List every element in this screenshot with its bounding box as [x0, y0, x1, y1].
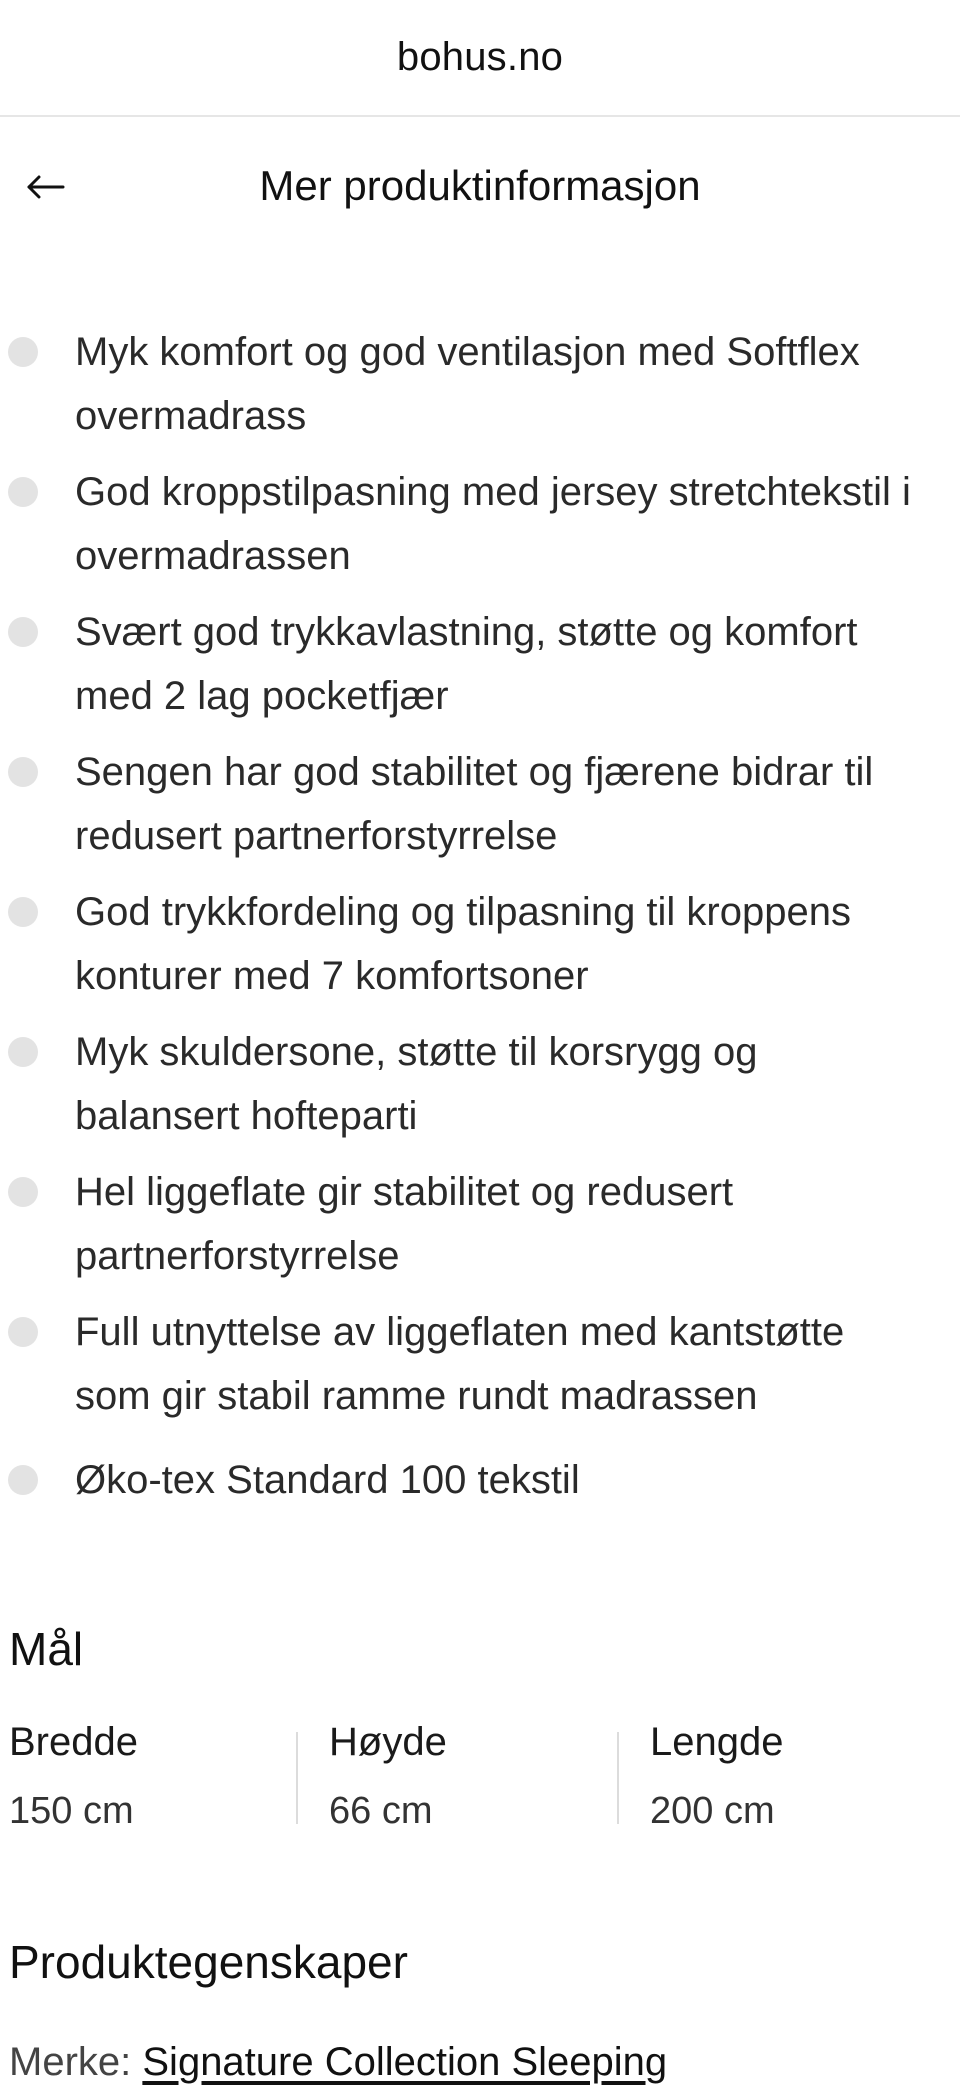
browser-url-bar[interactable]	[0, 0, 960, 117]
brand-row	[9, 2040, 667, 2085]
url-text[interactable]: bohus.no	[396, 35, 564, 79]
feature-text: Øko-tex Standard 100 tekstil	[75, 1458, 580, 1502]
feature-item	[0, 740, 960, 868]
dimension-label: Lengde	[650, 1720, 784, 1764]
bullet-icon	[8, 1317, 38, 1347]
feature-text: Svært god trykkavlastning, støtte og komfort med 2 lag pocketfjær	[75, 610, 858, 718]
feature-text: Myk komfort og god ventilasjon med Softflex overmadrass	[75, 330, 860, 438]
dimension-label: Bredde	[9, 1720, 138, 1764]
bullet-icon	[8, 757, 38, 787]
bullet-icon	[8, 477, 38, 507]
dimension-divider	[617, 1732, 619, 1824]
feature-text: God kroppstilpasning med jersey stretchtekstil i overmadrassen	[75, 470, 911, 578]
dimension-value: 150 cm	[9, 1790, 134, 1832]
feature-text: God trykkfordeling og tilpasning til kroppens konturer med 7 komfortsoner	[75, 890, 851, 998]
dimension-value: 200 cm	[650, 1790, 775, 1832]
dimension-width	[9, 1720, 309, 1832]
bullet-icon	[8, 337, 38, 367]
feature-item	[0, 1160, 960, 1288]
feature-item	[0, 320, 960, 448]
feature-item	[0, 600, 960, 728]
dimension-length	[650, 1720, 950, 1832]
bullet-icon	[8, 1037, 38, 1067]
feature-text: Myk skuldersone, støtte til korsrygg og balansert hofteparti	[75, 1030, 758, 1138]
feature-text: Full utnyttelse av liggeflaten med kantstøtte som gir stabil ramme rundt madrassen	[75, 1310, 845, 1418]
bullet-icon	[8, 1177, 38, 1207]
feature-item	[0, 460, 960, 588]
dimension-value: 66 cm	[329, 1790, 433, 1832]
bullet-icon	[8, 617, 38, 647]
bullet-icon	[8, 1465, 38, 1495]
feature-text: Sengen har god stabilitet og fjærene bidrar til redusert partnerforstyrrelse	[75, 750, 874, 858]
feature-item	[0, 1300, 960, 1428]
feature-item	[0, 1448, 960, 1512]
dimension-height	[329, 1720, 629, 1832]
feature-item	[0, 880, 960, 1008]
brand-label: Merke:	[9, 2040, 132, 2084]
dimension-divider	[296, 1732, 298, 1824]
brand-link[interactable]: Signature Collection Sleeping	[142, 2040, 668, 2084]
feature-list	[0, 320, 960, 1524]
page-title: Mer produktinformasjon	[259, 162, 701, 209]
feature-text: Hel liggeflate gir stabilitet og redusert partnerforstyrrelse	[75, 1170, 734, 1278]
bullet-icon	[8, 897, 38, 927]
dimensions-heading: Mål	[9, 1623, 84, 1675]
page-header	[0, 117, 960, 257]
feature-item	[0, 1020, 960, 1148]
dimensions-table	[0, 1720, 960, 1832]
properties-heading: Produktegenskaper	[9, 1936, 408, 1988]
dimension-label: Høyde	[329, 1720, 447, 1764]
